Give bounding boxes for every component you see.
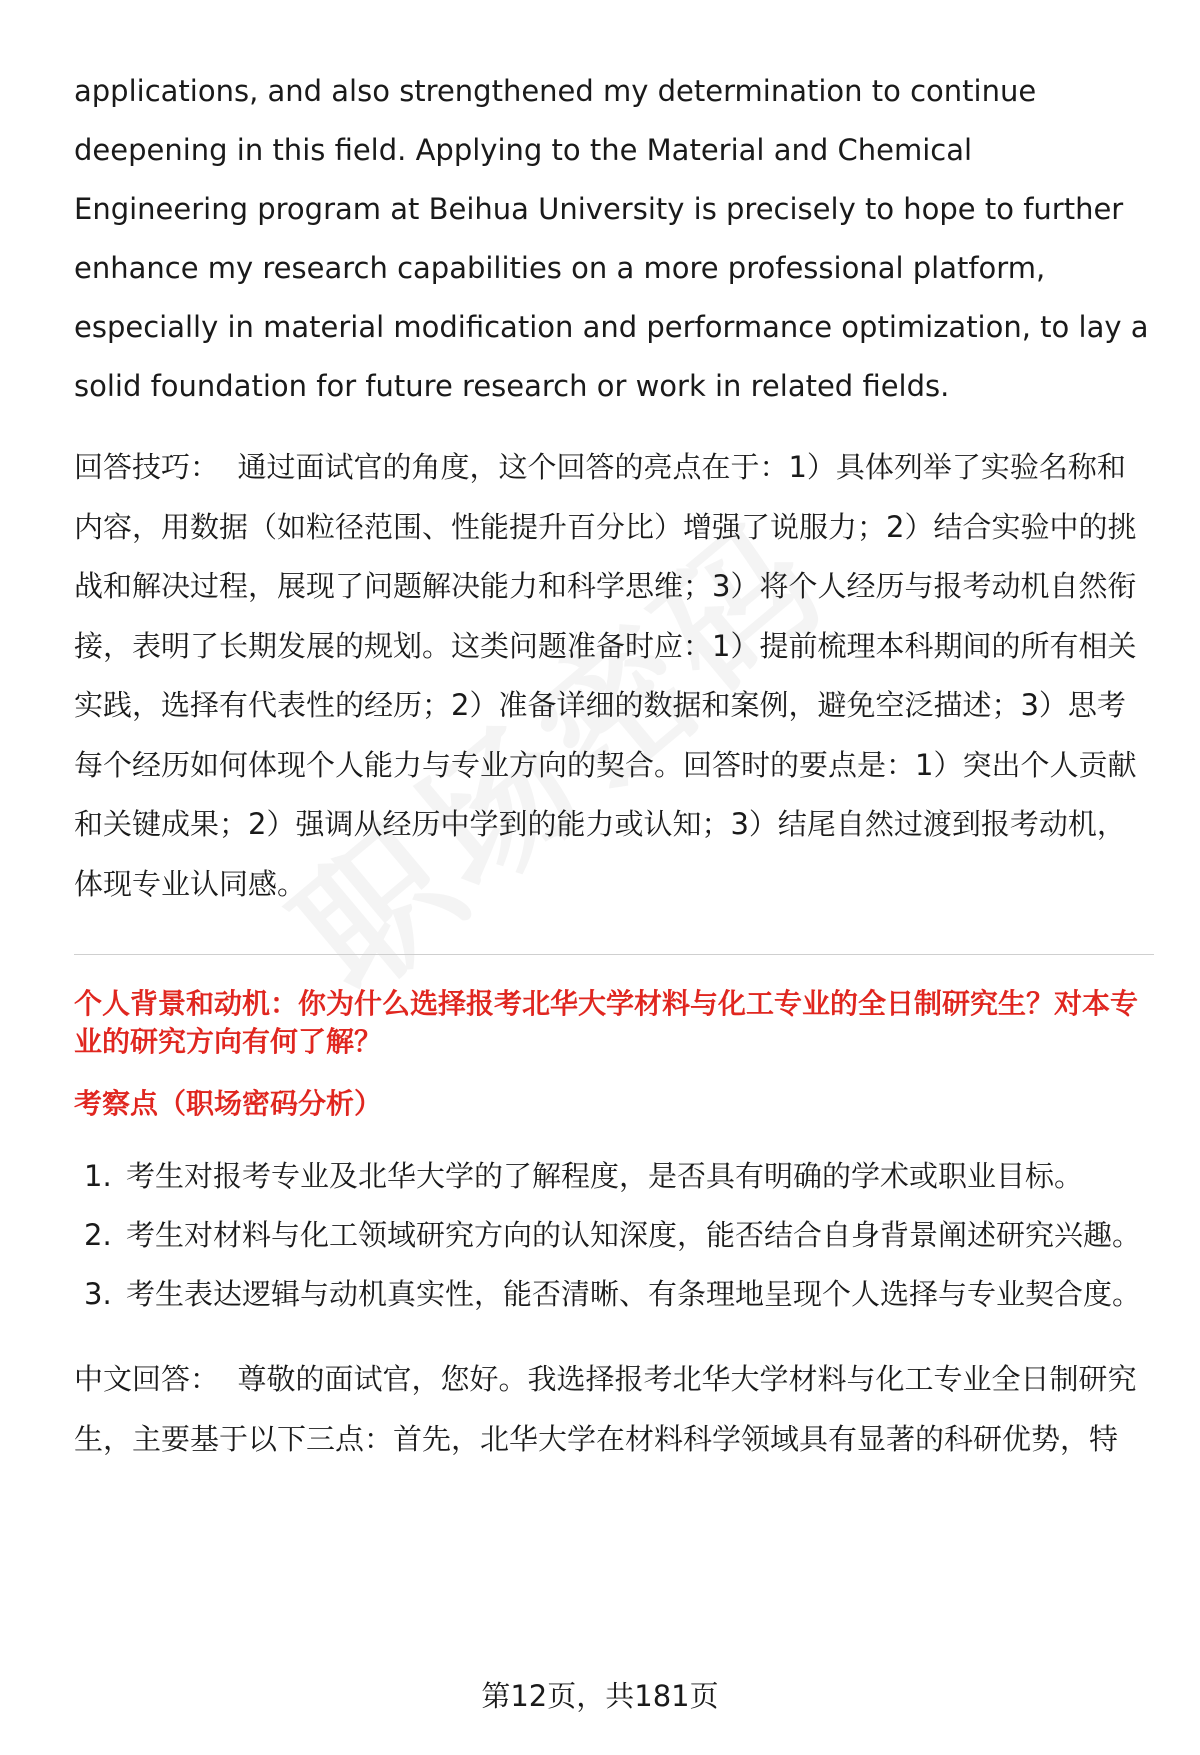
list-item (74, 1206, 1154, 1265)
list-item-number: 2. (84, 1218, 112, 1252)
list-item-number: 3. (84, 1277, 112, 1311)
list-item-number: 1. (84, 1159, 112, 1193)
list-item (74, 1265, 1154, 1324)
page-indicator: 第12页，共181页 (481, 1679, 719, 1713)
tips-text: 通过面试官的角度，这个回答的亮点在于：1）具体列举了实验名称和内容，用数据（如粒径范围、性能提升百分比）增强了说服力；2）结合实验中的挑战和解决过程，展现了问题解决能力和科学思维；3）将个人经历与报考动机自然衔接，表明了长期发展的规划。这类问题准备时应：1）提前梳理本科期间的所有相关实践，选择有代表性的经历；2）准备详细的数据和案例，避免空泛描述；3）思考每个经历如何体现个人能力与专业方向的契合。回答时的要点是：1）突出个人贡献和关键成果；2）强调从经历中学到的能力或认知；3）结尾自然过渡到报考动机，体现专业认同感。 (74, 450, 1137, 901)
question-title: 个人背景和动机：你为什么选择报考北华大学材料与化工专业的全日制研究生？对本专业的研究方向有何了解？ (74, 987, 1139, 1058)
list-item-text: 考生表达逻辑与动机真实性，能否清晰、有条理地呈现个人选择与专业契合度。 (126, 1277, 1142, 1311)
chinese-answer-paragraph (74, 1350, 1154, 1469)
answer-tips-paragraph (74, 438, 1154, 914)
assessment-points-heading: 考察点（职场密码分析） (74, 1087, 383, 1120)
list-item-text: 考生对报考专业及北华大学的了解程度，是否具有明确的学术或职业目标。 (126, 1159, 1084, 1193)
list-item (74, 1147, 1154, 1206)
page-content (74, 62, 1154, 1469)
answer-text: 尊敬的面试官，您好。我选择报考北华大学材料与化工专业全日制研究生，主要基于以下三点：首先，北华大学在材料科学领域具有显著的科研优势，特 (74, 1362, 1137, 1456)
english-paragraph: applications, and also strengthened my determination to continue deepening in this field. Applying to the Material and Chemical Engineering program at Beihua University is precisely to hope to further enhance my research capabilities on a more professional platform, especially in material modification and performance optimization, to lay a solid foundation for future research or work in related fields. (74, 74, 1149, 403)
answer-label: 中文回答： (74, 1362, 220, 1396)
tips-label: 回答技巧： (74, 450, 220, 484)
section-divider (74, 954, 1154, 955)
list-item-text: 考生对材料与化工领域研究方向的认知深度，能否结合自身背景阐述研究兴趣。 (126, 1218, 1142, 1252)
assessment-points-list (74, 1147, 1154, 1324)
